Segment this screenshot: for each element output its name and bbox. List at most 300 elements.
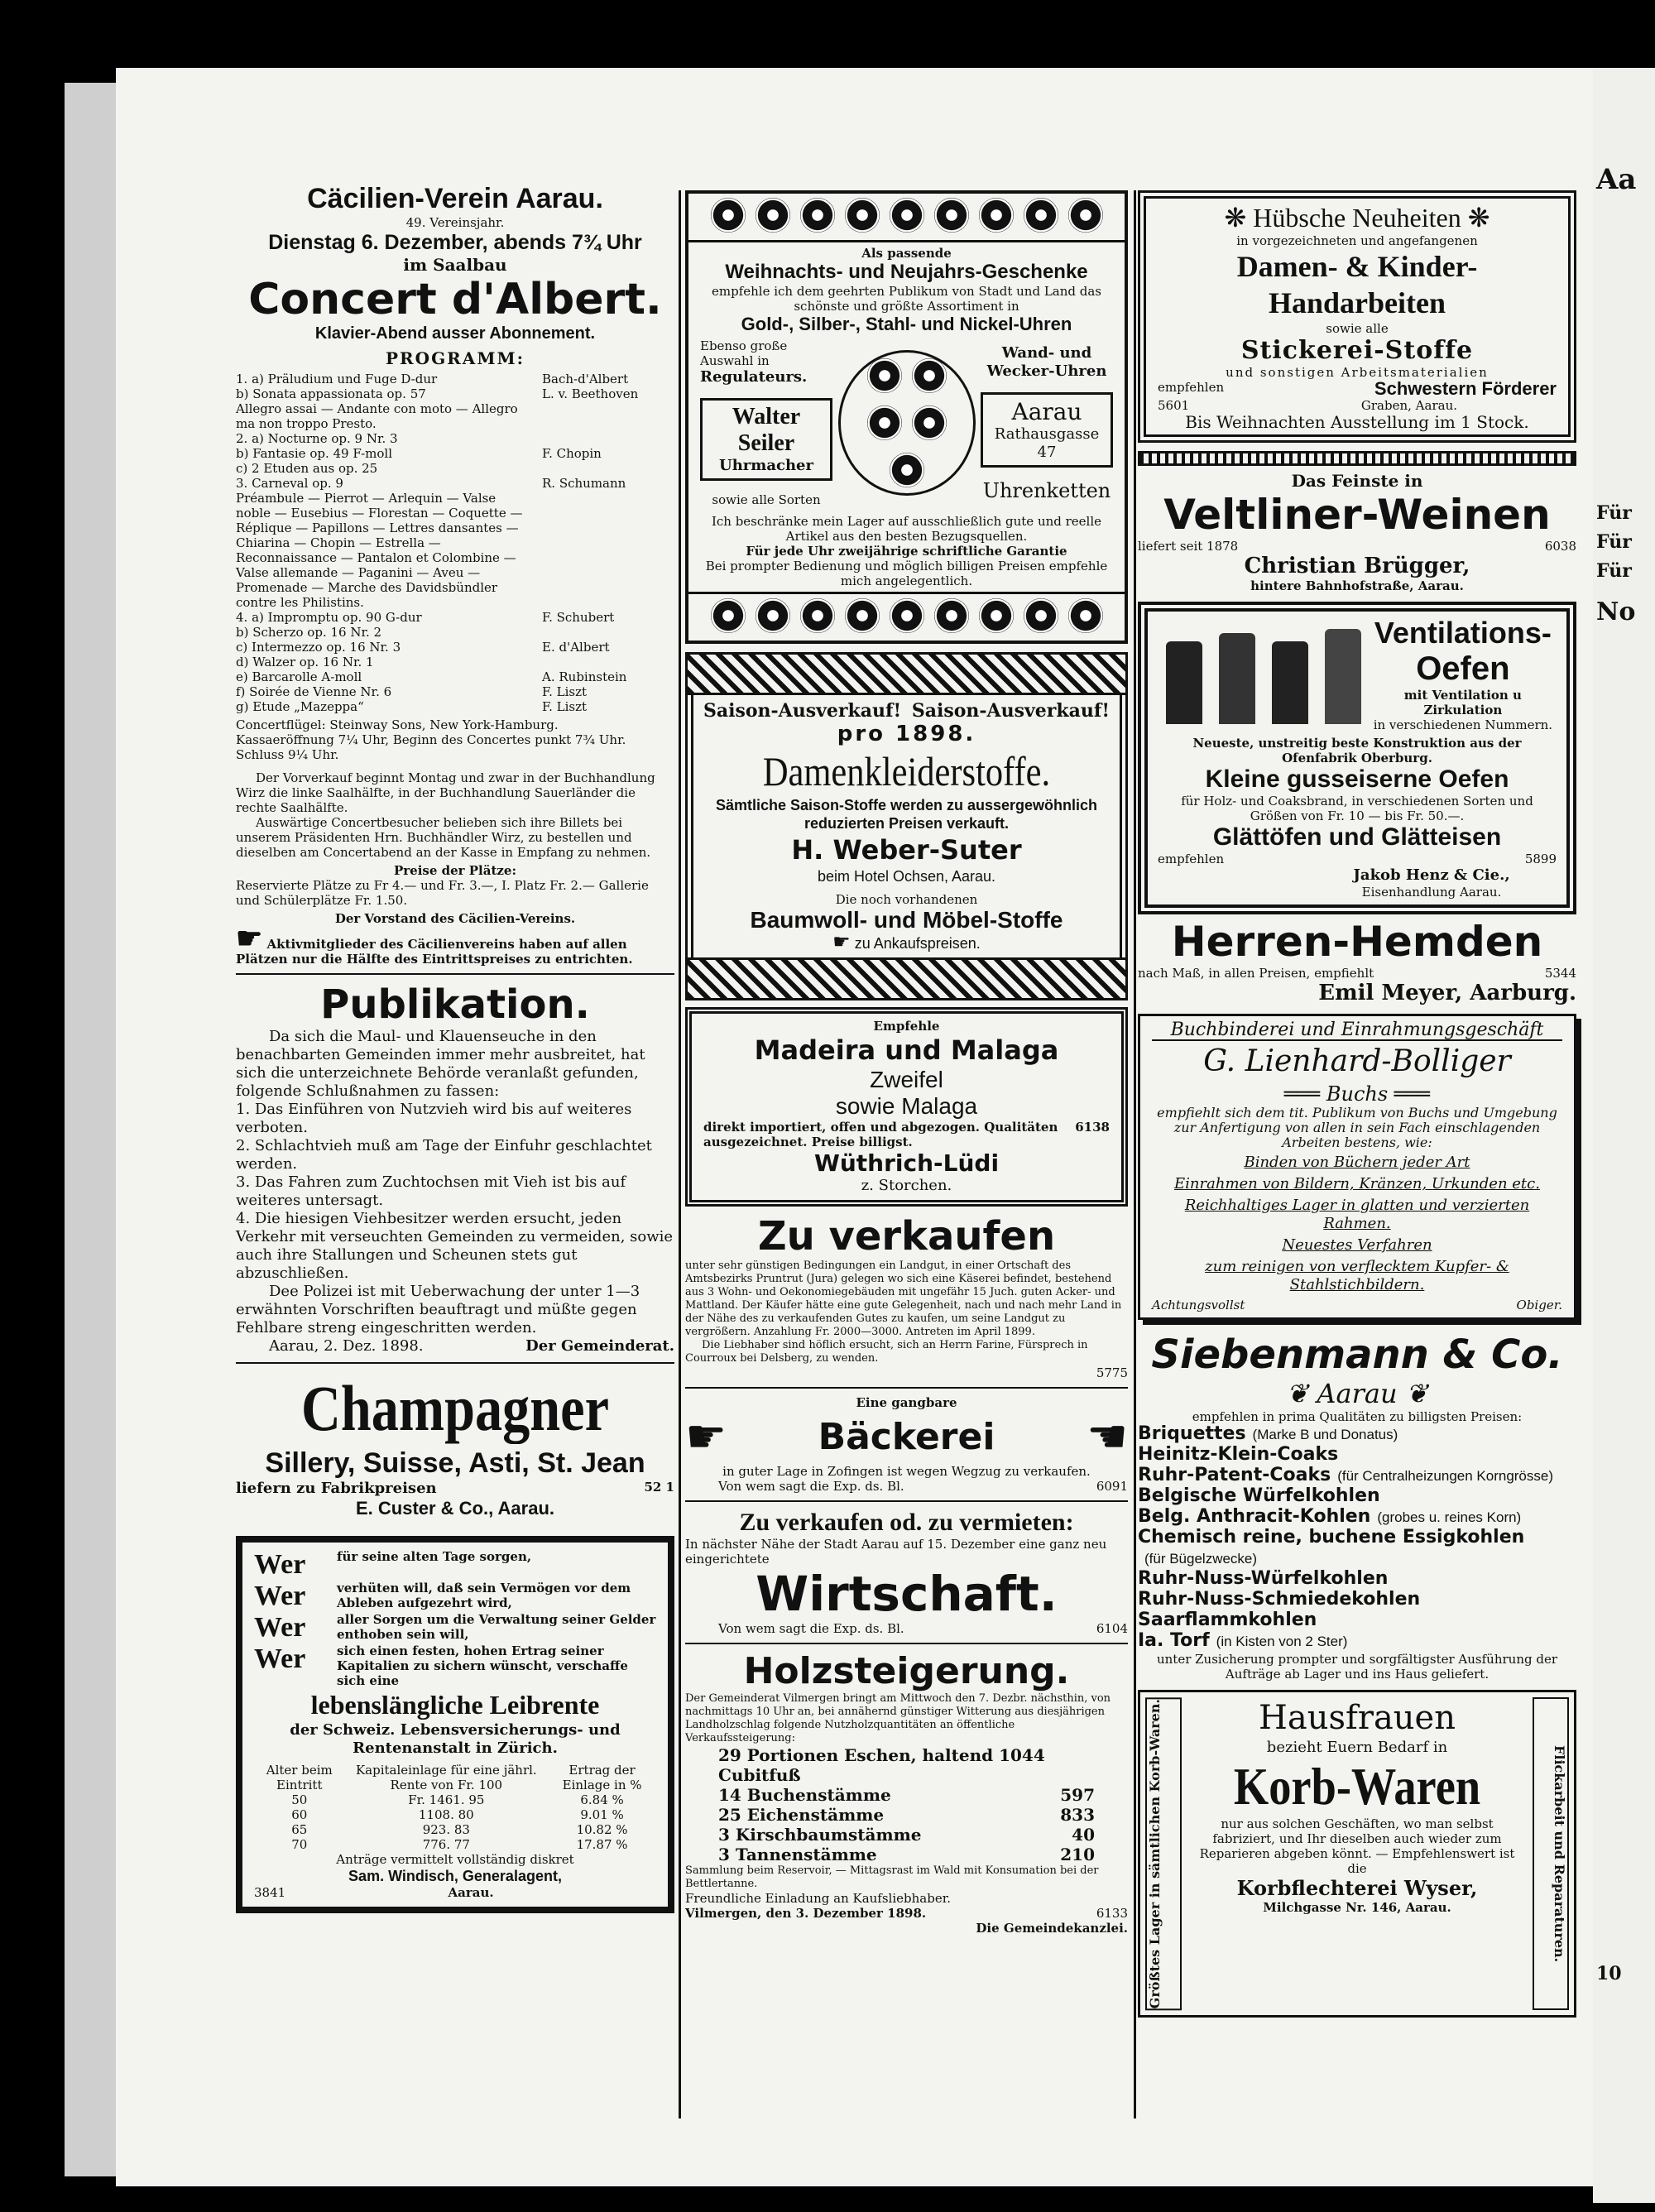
sale-label: Saison-Ausverkauf! [703,700,902,722]
program-composer: A. Rubinstein [542,669,627,684]
wyser-side-left: Größtes Lager in sämtlichen Korb-Waren. [1145,1697,1182,2010]
ad-number: 5899 [1524,852,1557,866]
foerderer-sub: in vorgezeichneten und angefangenen [1236,233,1478,248]
lienhard-item: Binden von Büchern jeder Art [1244,1154,1470,1171]
program-piece: Préambule — Pierrot — Arlequin — Valse noble — Eusebius — Florestan — Coquette — Réplique — Papillons — Lettres dansantes — Chiarina — Chopin — Estrella — Reconnaissance — Pantalon et Colombine — Valse allemande — Paganini — Aveu — Promenade — Marche des Davidsbündler contre les Philistins. [236,491,523,610]
table-cell: 9.01 % [580,1807,624,1822]
weber-title: Damenkleiderstoffe. [762,748,1051,794]
ad-number: 6104 [1096,1621,1128,1636]
baeckerei-text: in guter Lage in Zofingen ist wegen Wegzug zu verkaufen. [722,1464,1091,1479]
seiler-intro: Als passende [861,246,952,261]
wyser-side-right: Flickarbeit und Reparaturen. [1533,1697,1569,2010]
publikation-point: 3. Das Fahren zum Zuchtochsen mit Vieh ist bis auf weiteres untersagt. [236,1173,626,1209]
leibrente-ad [236,1536,674,1913]
program-item [236,476,674,491]
ornament-border [1138,451,1576,466]
seiler-text2: Ich beschränke mein Lager auf ausschließlich gute und reelle Artikel aus den besten Bezugsquellen. [711,514,1102,544]
foerderer-exhibit: Bis Weihnachten Ausstellung im 1 Stock. [1185,412,1529,432]
prices-heading: Preise der Plätze: [393,863,516,878]
wirtschaft-heading: Zu verkaufen od. zu vermieten: [739,1509,1074,1536]
bruegger-ad [1138,471,1576,593]
siebenmann-place-text: Aarau [1317,1378,1398,1409]
madeira-text: direkt importiert, offen und abgezogen. Qualitäten ausgezeichnet. Preise billigst. [703,1120,1058,1149]
weber-price-note: zu Ankaufspreisen. [854,935,981,952]
table-cell: 776. 77 [422,1837,470,1852]
right-column [1138,190,1576,2018]
page-edge [65,83,116,2176]
publikation-point: 1. Das Einführen von Nutzvieh wird bis auf weiteres verboten. [236,1101,632,1136]
coal-name: Ruhr-Patent-Coaks [1138,1465,1331,1485]
coal-item [1138,1610,1576,1631]
oefen-title2: Oefen [1416,650,1510,687]
seiler-watches: Gold-, Silber-, Stahl- und Nickel-Uhren [741,314,1072,334]
program-item [236,491,674,610]
program-composer [542,431,674,446]
bruegger-name: Christian Brügger, [1244,554,1470,578]
lienhard-head: Buchbinderei und Einrahmungsgeschäft [1152,1021,1562,1041]
board-signature: Der Vorstand des Cäcilien-Vereins. [334,911,576,926]
madeira-malaga: sowie Malaga [835,1093,978,1119]
holz-list [685,1745,1128,1864]
leibrente-title: lebenslängliche Leibrente [310,1690,600,1720]
ornament-icon: ❋ [1461,203,1490,233]
seiler-wallclocks: Wand- und Wecker-Uhren [986,343,1107,380]
pointing-hand-icon: ☛ [685,1410,727,1464]
program-piece: e) Barcarolle A-moll [236,669,362,684]
meyer-text: nach Maß, in allen Preisen, empfiehlt [1138,966,1374,981]
column-rule [1134,190,1136,2118]
program-piece: Allegro assai — Andante con moto — Allegro ma non troppo Presto. [236,401,518,431]
madeira-name: Wüthrich-Lüdi [813,1149,1000,1177]
champagner-list: Sillery, Suisse, Asti, St. Jean [265,1447,645,1479]
program-item [236,431,674,446]
coal-name: Belg. Anthracit-Kohlen [1138,1506,1371,1527]
publikation-date: Aarau, 2. Dez. 1898. [269,1337,424,1355]
coal-list [1138,1424,1576,1652]
publikation-point: 2. Schlachtvieh muß am Tage der Einfuhr geschlachtet werden. [236,1137,652,1173]
holz-sammlung: Sammlung beim Reservoir, — Mittagsrast im Wald mit Konsumation bei der Bettlertanne. [685,1864,1099,1890]
wyser-title: Korb-Waren [1233,1757,1481,1816]
table-row [254,1792,656,1807]
ad-number: 6133 [1096,1906,1128,1921]
wer-word: Wer [254,1643,306,1674]
ad-number: 52 1 [644,1480,674,1495]
holz-text: Der Gemeinderat Vilmergen bringt am Mittwoch den 7. Dezbr. nächsthin, von nachmittags 10 Uhr an, bei annähernd günstiger Witterung aus diesjährigen Landholzschlag folgende Nutzholzquantitäten an öffentliche Verkaufssteigerung: [685,1692,1111,1744]
program-composer [542,625,674,640]
box-office: Kassaeröffnung 7¼ Uhr, Beginn des Concertes punkt 7¾ Uhr. Schluss 9¼ Uhr. [236,732,626,762]
program-item [236,386,674,401]
oefen-firm: Jakob Henz & Cie., [1353,866,1510,884]
program-item [236,655,674,669]
foerderer-address: Graben, Aarau. [1360,398,1457,413]
program-item [236,401,674,431]
outside-visitors-text: Auswärtige Concertbesucher belieben sich ihre Billets bei unserem Präsidenten Hrn. Buchhändler Wirz, zu bestellen und dieselben am Concertabend an der Kasse in Empfang zu nehmen. [236,815,651,860]
publikation-ad [236,981,674,1356]
next-page-strip [1593,68,1655,2203]
madeira-ad [685,1007,1128,1207]
leibrente-table [254,1763,656,1852]
coal-item [1138,1590,1576,1610]
coal-name: Ruhr-Nuss-Schmiedekohlen [1138,1589,1421,1610]
coal-name: Chemisch reine, buchene Essigkohlen [1138,1527,1525,1547]
champagner-prices: liefern zu Fabrikpreisen [236,1480,437,1497]
seiler-sowie: sowie alle Sorten [712,492,821,507]
wer-text: aller Sorgen um die Verwaltung seiner Gelder enthoben sein will, [337,1612,656,1642]
sale-label: Saison-Ausverkauf! [911,700,1110,722]
program-piece: b) Sonata appassionata op. 57 [236,386,426,401]
seiler-name: Walter Seiler [732,404,801,456]
seiler-guarantee: Für jede Uhr zweijährige schriftliche Garantie [746,544,1067,559]
lienhard-place-text: Buchs [1326,1082,1389,1106]
table-cell: 1108. 80 [418,1807,474,1822]
pointing-hand-icon: ☛ [832,931,851,953]
program-composer: F. Chopin [542,446,602,461]
concert-title: Concert d'Albert. [248,275,662,324]
oefen-sub: mit Ventilation u Zirkulation [1403,688,1522,717]
table-cell: Fr. 1461. 95 [408,1792,485,1807]
rosette-border [688,592,1125,641]
program-item [236,625,674,640]
program-piece: 1. a) Präludium und Fuge D-dur [236,372,438,386]
holz-item: 3 Tannenstämme [718,1845,877,1864]
table-cell: 70 [291,1837,308,1852]
publikation-point: 4. Die hiesigen Viehbesitzer werden ersucht, jeden Verkehr mit verseuchten Gemeinden zu vermeiden, sowie auch ihre Stallungen und Scheunen stets gut abzuschließen. [236,1210,674,1282]
holz-row [685,1825,1128,1845]
program-composer: L. v. Beethoven [542,386,639,401]
seiler-ad [685,190,1128,644]
table-cell: 17.87 % [576,1837,628,1852]
foerderer-material: und sonstigen Arbeitsmaterialien [1226,365,1489,380]
wer-word: Wer [254,1612,306,1643]
coal-item [1138,1631,1576,1652]
holz-qty: 833 [1060,1805,1095,1825]
holz-qty: 40 [1072,1825,1095,1845]
members-note-text: Aktivmitglieder des Cäcilienvereins haben auf allen Plätzen nur die Hälfte des Eintrittspreises zu entrichten. [236,937,633,967]
lienhard-item: Einrahmen von Bildern, Kränzen, Urkunden etc. [1174,1175,1540,1192]
holz-item: 25 Eichenstämme [718,1805,885,1825]
wer-line [254,1643,656,1688]
coal-item [1138,1507,1576,1528]
program-piece: 4. a) Impromptu op. 90 G-dur [236,610,422,625]
seiler-regulators: Regulateurs. [700,368,808,386]
oefen-title1: Ventilations- [1374,616,1552,650]
middle-column [685,190,1128,1936]
wer-word: Wer [254,1581,306,1611]
ad-number: 3841 [254,1885,286,1900]
coal-item [1138,1445,1576,1466]
coal-name: Briquettes [1138,1423,1246,1444]
left-column [236,182,674,1913]
lienhard-ad [1138,1014,1576,1320]
wirtschaft-inquiry: Von wem sagt die Exp. ds. Bl. [718,1621,904,1636]
wer-text: sich einen festen, hohen Ertrag seiner Kapitalien zu sichern wünscht, verschaffe sich eine [337,1643,628,1688]
coal-name: Heinitz-Klein-Coaks [1138,1444,1339,1465]
strip-text: Für [1596,560,1632,582]
ad-subtitle: 49. Vereinsjahr. [405,215,505,230]
holz-sign: Die Gemeindekanzlei. [976,1921,1128,1936]
table-cell: 50 [291,1792,308,1807]
wyser-name: Korbflechterei Wyser, [1236,1876,1478,1900]
program-piece: 3. Carneval op. 9 [236,476,343,491]
wyser-hausfrauen: Hausfrauen [1259,1699,1456,1737]
lienhard-text: empfiehlt sich dem tit. Publikum von Buchs und Umgebung zur Anfertigung von allen in sein Fach einschlagenden Arbeiten bestens, wie: [1157,1105,1557,1150]
pointing-hand-icon: ☛ [236,921,263,956]
wer-text: verhüten will, daß sein Vermögen vor dem Ableben aufgezehrt wird, [337,1581,631,1610]
oefen-empf: empfehlen [1158,852,1225,866]
table-cell: 60 [291,1807,308,1822]
holz-row [685,1805,1128,1825]
holz-ad [685,1651,1128,1936]
wer-line [254,1612,656,1643]
program-composer: F. Liszt [542,684,587,699]
seiler-address: Rathausgasse 47 [994,425,1100,461]
baeckerei-ad [685,1395,1128,1494]
foerderer-ad [1138,190,1576,443]
program-piece: d) Walzer op. 16 Nr. 1 [236,655,374,669]
ad-number: 6038 [1544,539,1576,554]
coal-item [1138,1424,1576,1445]
weber-remaining: Die noch vorhandenen [835,892,978,907]
wer-list [254,1549,656,1688]
wirtschaft-ad [685,1509,1128,1636]
holz-invitation: Freundliche Einladung an Kaufsliebhaber. [685,1891,951,1906]
wyser-text: nur aus solchen Geschäften, wo man selbst fabriziert, und Ihr dieselben auch wieder zum Reparieren abgeben könnt. — Empfehlenswert ist die [1199,1816,1515,1876]
strip-text: 10 [1596,1963,1622,1984]
program-composer [542,655,674,669]
program-item [236,699,674,714]
caecilien-ad [236,182,674,967]
program-composer: R. Schumann [542,476,626,491]
holz-title: Holzsteigerung. [743,1650,1070,1692]
seiler-chains: Uhrenketten [982,478,1111,502]
oefen-ad [1138,602,1576,914]
publikation-intro: Da sich die Maul- und Klauenseuche in den benachbarten Gemeinden immer mehr ausbreitet, hat sich die unterzeichnete Behörde veranlaßt gefunden, folgende Schlußnahmen zu fassen: [236,1028,645,1100]
madeira-address: z. Storchen. [861,1177,952,1194]
coal-item [1138,1548,1576,1569]
coal-detail: (in Kisten von 2 Ster) [1216,1634,1348,1649]
wyser-ad [1138,1690,1576,2018]
program-piece: g) Etude „Mazeppa“ [236,699,364,714]
oefen-neu: Neueste, unstreitig beste Konstruktion aus der Ofenfabrik Oberburg. [1192,736,1522,765]
program-piece: b) Scherzo op. 16 Nr. 2 [236,625,382,640]
madeira-title: Madeira und Malaga [754,1034,1059,1066]
weber-text: Sämtliche Saison-Stoffe werden zu aussergewöhnlich reduzierten Preisen verkauft. [715,797,1098,832]
leibrente-note: Anträge vermittelt vollständig diskret [336,1852,574,1867]
program-item [236,461,674,476]
champagner-firm: E. Custer & Co., Aarau. [355,1498,554,1519]
program-composer [542,461,674,476]
bruegger-intro: Das Feinste in [1291,471,1423,491]
table-header: Kapitaleinlage für eine jährl. Rente von Fr. 100 [355,1763,537,1792]
program-composer [542,491,674,610]
wyser-bezieht: bezieht Euern Bedarf in [1266,1739,1448,1756]
ad-number: 5601 [1158,398,1190,413]
coal-item [1138,1466,1576,1486]
leibrente-place: Aarau. [448,1885,494,1900]
bruegger-title: Veltliner-Weinen [1163,491,1551,539]
lienhard-item: zum reinigen von verflecktem Kupfer- & Stahlstichbildern. [1205,1258,1509,1293]
verkaufen-text: unter sehr günstigen Bedingungen ein Landgut, in einer Ortschaft des Amtsbezirks Pruntrut (Jura) gelegen wo sich eine Käserei befindet, bestehend aus 3 Wohn- und Oekonomiegebäuden mit ungefähr 15 Juch. guten Acker- und Mattland. Der Käufer hätte eine gute Gelegenheit, nach und nach mehr Land in der Nähe des zu verkaufenden Gutes zu kaufen, um seine Landgut zu vergrößern. Anzahlung Fr. 2000—3000. Antreten im April 1899. [685,1260,1122,1338]
weber-fabrics: Baumwoll- und Möbel-Stoffe [750,907,1063,933]
madeira-zweifel: Zweifel [870,1067,943,1092]
foerderer-big: Damen- & Kinder-Handarbeiten [1236,250,1478,319]
oefen-firm2: Eisenhandlung Aarau. [1361,885,1502,900]
holz-row [685,1785,1128,1805]
publikation-sign: Der Gemeinderat. [525,1337,674,1355]
baeckerei-inquiry: Von wem sagt die Exp. ds. Bl. [718,1479,904,1494]
ad-number: 5775 [1096,1365,1128,1380]
program-composer [542,401,674,431]
coal-name: Belgische Würfelkohlen [1138,1485,1380,1506]
coal-name: Ia. Torf [1138,1630,1210,1651]
coal-detail: (grobes u. reines Korn) [1377,1509,1522,1525]
meyer-name: Emil Meyer, Aarburg. [1318,981,1576,1005]
verkaufen-ad [685,1213,1128,1380]
leibrente-company: der Schweiz. Lebensversicherungs- und Rentenanstalt in Zürich. [290,1721,621,1757]
holz-qty: 210 [1060,1845,1095,1864]
bruegger-since: liefert seit 1878 [1138,539,1239,554]
coal-item [1138,1528,1576,1548]
coal-detail: (für Centralheizungen Korngrösse) [1337,1468,1554,1484]
table-header: Ertrag der Einlage in % [562,1763,642,1792]
clock-ornament-icon [838,350,976,496]
presale-text: Der Vorverkauf beginnt Montag und zwar in der Buchhandlung Wirz die linke Saalhälfte, in der Buchhandlung Sauerländer die rechte Saalhälfte. [236,770,655,815]
seiler-text: empfehle ich dem geehrten Publikum von Stadt und Land das schönste und größte Assortiment in [712,284,1101,314]
siebenmann-text: empfehlen in prima Qualitäten zu billigsten Preisen: [1192,1409,1523,1424]
holz-row [685,1845,1128,1864]
baeckerei-title: Bäckerei [818,1416,995,1458]
pointing-hand-icon: ☛ [1086,1410,1128,1464]
weber-address: beim Hotel Ochsen, Aarau. [817,868,996,885]
oefen-sub2: in verschiedenen Nummern. [1373,717,1553,732]
weber-ad [685,652,1128,1000]
holz-item: 29 Portionen Eschen, haltend 1044 Cubitfuß [718,1745,1045,1785]
table-cell: 65 [291,1822,308,1837]
siebenmann-footer: unter Zusicherung prompter und sorgfältigster Ausführung der Aufträge ab Lager und ins Haus geliefert. [1156,1652,1558,1682]
holz-date: Vilmergen, den 3. Dezember 1898. [685,1906,927,1921]
stoves-image [1158,625,1370,724]
strip-text: No [1596,597,1636,626]
lienhard-place: ═══ Buchs ═══ [1283,1082,1431,1106]
wer-line [254,1581,656,1612]
oefen-text: für Holz- und Coaksbrand, in verschiedenen Sorten und Größen von Fr. 10 — bis Fr. 50.—. [1181,794,1533,823]
program-item [236,640,674,655]
oefen-klein: Kleine gusseiserne Oefen [1205,765,1509,793]
ornament-icon: ❦ [1286,1378,1317,1409]
table-cell: 6.84 % [580,1792,624,1807]
column-rule [679,190,681,2118]
table-header: Alter beim Eintritt [266,1763,333,1792]
foerderer-empf: empfehlen [1158,380,1225,395]
program-piece: f) Soirée de Vienne Nr. 6 [236,684,392,699]
lienhard-sign: Obiger. [1516,1298,1562,1312]
wirtschaft-title: Wirtschaft. [756,1566,1058,1622]
ornament-border [685,957,1128,1000]
table-cell: 10.82 % [576,1822,628,1837]
prices-text: Reservierte Plätze zu Fr 4.— und Fr. 3.—, I. Platz Fr. 2.— Gallerie und Schülerplätze Fr. 1.50. [236,878,649,908]
ad-number: 6091 [1096,1479,1128,1494]
program-composer: F. Liszt [542,699,587,714]
coal-item [1138,1569,1576,1590]
concert-date: Dienstag 6. Dezember, abends 7¾ Uhr [268,231,642,254]
foerderer-stick: Stickerei-Stoffe [1240,336,1474,365]
concert-venue: im Saalbau [403,255,507,275]
table-cell: 923. 83 [422,1822,470,1837]
publikation-title: Publikation. [320,981,590,1028]
program-item [236,669,674,684]
siebenmann-place [1138,1378,1576,1409]
siebenmann-ad [1138,1332,1576,1682]
foerderer-sowie: sowie alle [1326,321,1389,336]
seiler-also: Ebenso große Auswahl in [700,338,788,368]
verkaufen-contact: Die Liebhaber sind höflich ersucht, sich an Herrn Farine, Fürsprech in Courroux bei Delsberg, zu wenden. [685,1339,1088,1365]
program-piece: 2. a) Nocturne op. 9 Nr. 3 [236,431,398,446]
program-piece: c) Intermezzo op. 16 Nr. 3 [236,640,401,655]
siebenmann-title: Siebenmann & Co. [1151,1332,1563,1378]
seiler-text3: Bei prompter Bedienung und möglich billigen Preisen empfehle mich angelegentlich. [705,559,1108,588]
ad-number: 5344 [1544,966,1576,981]
strip-text: Für [1596,531,1632,553]
wer-word: Wer [254,1549,306,1580]
holz-qty: 597 [1060,1785,1095,1805]
program-piece: b) Fantasie op. 49 F-moll [236,446,393,461]
wyser-address: Milchgasse Nr. 146, Aarau. [1263,1900,1451,1915]
wirtschaft-text: In nächster Nähe der Stadt Aarau auf 15. Dezember eine ganz neu eingerichtete [685,1537,1107,1567]
holz-row [685,1745,1128,1785]
lienhard-item: Neuestes Verfahren [1282,1236,1432,1254]
verkaufen-title: Zu verkaufen [757,1213,1056,1260]
leibrente-agent: Sam. Windisch, Generalagent, [348,1868,562,1884]
seiler-profession: Uhrmacher [719,457,813,474]
seiler-title: Weihnachts- und Neujahrs-Geschenke [725,261,1088,283]
holz-item: 3 Kirschbaumstämme [718,1825,922,1845]
publikation-police: Dee Polizei ist mit Ueberwachung der unter 1—3 erwähnten Vorschriften beauftragt und müßte gegen Fehlbare streng eingeschritten werden. [236,1283,640,1336]
rosette-border [688,194,1125,242]
coal-detail: (für Bügelzwecke) [1144,1551,1258,1567]
oefen-glaett: Glättöfen und Glätteisen [1212,823,1502,851]
lienhard-list [1152,1154,1562,1294]
foerderer-title-text: Hübsche Neuheiten [1253,203,1461,233]
lienhard-regards: Achtungsvollst [1152,1298,1245,1312]
seiler-city: Aarau [1011,397,1082,425]
table-row [254,1807,656,1822]
coal-name: Ruhr-Nuss-Würfelkohlen [1138,1568,1389,1589]
program-composer: F. Schubert [542,610,615,625]
members-note [236,921,674,967]
weber-name: H. Weber-Suter [791,834,1022,866]
table-row [254,1837,656,1852]
strip-text: Für [1596,502,1632,524]
programm-heading: PROGRAMM: [386,348,525,368]
program-composer: E. d'Albert [542,640,610,655]
ornament-border [685,652,1128,695]
champagner-ad [236,1370,674,1519]
coal-item [1138,1486,1576,1507]
baeckerei-intro: Eine gangbare [856,1395,957,1410]
ad-number: 6138 [1075,1120,1110,1135]
ornament-icon: ❋ [1224,203,1254,233]
program-list [236,372,674,714]
program-item [236,372,674,386]
coal-detail: (Marke B und Donatus) [1252,1427,1398,1442]
program-item [236,446,674,461]
ornament-icon: ❦ [1397,1378,1428,1409]
table-row [254,1822,656,1837]
coal-name: Saarflammkohlen [1138,1610,1317,1630]
holz-item: 14 Buchenstämme [718,1785,891,1805]
wer-text: für seine alten Tage sorgen, [337,1549,532,1564]
program-item [236,684,674,699]
